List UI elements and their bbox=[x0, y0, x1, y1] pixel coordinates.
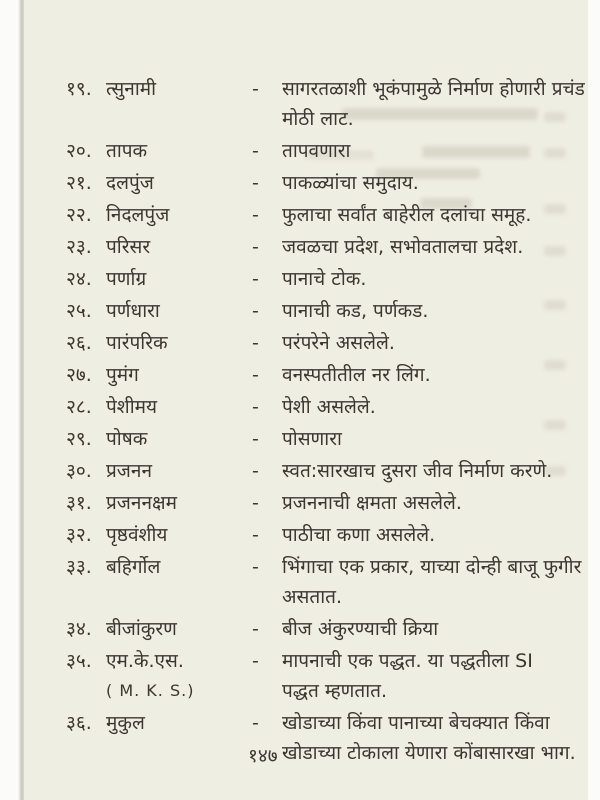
entry-term bbox=[106, 552, 248, 612]
entry-definition-line: सागरतळाशी भूकंपामुळे निर्माण होणारी प्रचंड bbox=[282, 78, 585, 100]
entry-definition bbox=[282, 200, 582, 230]
entry-term bbox=[106, 264, 248, 294]
entry-separator bbox=[248, 136, 282, 166]
entry-number-line: २४. bbox=[66, 268, 92, 290]
entry-number bbox=[66, 232, 106, 262]
glossary-entry bbox=[24, 360, 588, 390]
entry-term-line: पर्णाग्र bbox=[106, 268, 147, 290]
entry-number bbox=[66, 136, 106, 166]
entry-definition bbox=[282, 488, 582, 518]
entry-number bbox=[66, 646, 106, 706]
entry-term bbox=[106, 456, 248, 486]
entry-separator bbox=[248, 646, 282, 706]
entry-definition-line: पानाचे टोक. bbox=[282, 268, 367, 290]
entry-number-line: २१. bbox=[66, 172, 92, 194]
entry-definition bbox=[282, 328, 582, 358]
entry-term-line: निदलपुंज bbox=[106, 204, 170, 226]
entry-number-line: ३४. bbox=[66, 618, 92, 640]
entry-separator bbox=[248, 392, 282, 422]
entry-number bbox=[66, 708, 106, 768]
entry-term-line: त्सुनामी bbox=[106, 78, 157, 100]
entry-separator bbox=[248, 296, 282, 326]
entry-number-line: २३. bbox=[66, 236, 92, 258]
entry-number-line: ३३. bbox=[66, 556, 92, 578]
entry-separator-line: - bbox=[252, 618, 259, 640]
entry-definition-line: भिंगाचा एक प्रकार, याच्या दोन्ही बाजू फुगीर bbox=[282, 556, 582, 578]
entry-definition bbox=[282, 74, 585, 134]
entry-term-line: दलपुंज bbox=[106, 172, 154, 194]
entry-definition bbox=[282, 392, 582, 422]
entry-separator-line: - bbox=[252, 204, 259, 226]
entry-separator-line: - bbox=[252, 300, 259, 322]
entry-number bbox=[66, 264, 106, 294]
entry-term-line: पेशीमय bbox=[106, 396, 158, 418]
entry-number-line: ३१. bbox=[66, 492, 92, 514]
entry-term bbox=[106, 296, 248, 326]
entry-term bbox=[106, 708, 248, 768]
entry-definition-line: प्रजननाची क्षमता असलेले. bbox=[282, 492, 462, 514]
glossary-entry bbox=[24, 74, 588, 134]
entry-definition bbox=[282, 456, 582, 486]
entry-separator bbox=[248, 520, 282, 550]
entry-term-line: प्रजननक्षम bbox=[106, 492, 177, 514]
entry-number bbox=[66, 614, 106, 644]
entry-number-line: ३५. bbox=[66, 650, 92, 672]
glossary-list bbox=[24, 74, 588, 770]
entry-term-line: पुमंग bbox=[106, 364, 139, 386]
entry-definition-line: पद्धत म्हणतात. bbox=[282, 680, 388, 702]
glossary-entry bbox=[24, 296, 588, 326]
entry-number bbox=[66, 200, 106, 230]
entry-definition-line: परंपरेने असलेले. bbox=[282, 332, 395, 354]
entry-term bbox=[106, 488, 248, 518]
entry-definition bbox=[282, 264, 582, 294]
glossary-entry bbox=[24, 168, 588, 198]
entry-separator-line: - bbox=[252, 396, 259, 418]
entry-separator-line: - bbox=[252, 78, 259, 100]
entry-number-line: २२. bbox=[66, 204, 92, 226]
entry-separator bbox=[248, 424, 282, 454]
entry-separator bbox=[248, 614, 282, 644]
entry-number bbox=[66, 552, 106, 612]
entry-number-line: २७. bbox=[66, 364, 92, 386]
entry-number bbox=[66, 168, 106, 198]
entry-number bbox=[66, 296, 106, 326]
glossary-entry bbox=[24, 552, 588, 612]
entry-number bbox=[66, 520, 106, 550]
entry-term-line: ( M. K. S.) bbox=[106, 681, 195, 700]
glossary-entry bbox=[24, 392, 588, 422]
entry-term bbox=[106, 74, 248, 134]
entry-separator-line: - bbox=[252, 236, 259, 258]
entry-number-line: २०. bbox=[66, 140, 92, 162]
glossary-entry bbox=[24, 328, 588, 358]
glossary-entry bbox=[24, 614, 588, 644]
entry-definition-line: स्वत:सारखाच दुसरा जीव निर्माण करणे. bbox=[282, 460, 553, 482]
entry-number bbox=[66, 360, 106, 390]
entry-separator-line: - bbox=[252, 364, 259, 386]
entry-separator-line: - bbox=[252, 650, 259, 672]
entry-definition bbox=[282, 646, 582, 706]
entry-separator bbox=[248, 488, 282, 518]
entry-term-line: प्रजनन bbox=[106, 460, 152, 482]
entry-definition-line: फुलाचा सर्वांत बाहेरील दलांचा समूह. bbox=[282, 204, 532, 226]
entry-term-line: मुकुल bbox=[106, 712, 145, 734]
entry-term bbox=[106, 392, 248, 422]
entry-separator bbox=[248, 232, 282, 262]
glossary-entry bbox=[24, 488, 588, 518]
entry-definition-line: वनस्पतीतील नर लिंग. bbox=[282, 364, 431, 386]
entry-definition-line: खोडाच्या टोकाला येणारा कोंबासारखा भाग. bbox=[282, 742, 576, 764]
entry-term bbox=[106, 646, 248, 706]
entry-term-line: बहिर्गोल bbox=[106, 556, 161, 578]
entry-definition-line: तापवणारा bbox=[282, 140, 351, 162]
entry-definition-line: बीज अंकुरण्याची क्रिया bbox=[282, 618, 439, 640]
entry-term bbox=[106, 424, 248, 454]
entry-term bbox=[106, 136, 248, 166]
glossary-entry bbox=[24, 200, 588, 230]
entry-separator bbox=[248, 552, 282, 612]
entry-number-line: ३०. bbox=[66, 460, 92, 482]
entry-term bbox=[106, 328, 248, 358]
entry-definition bbox=[282, 520, 582, 550]
entry-separator-line: - bbox=[252, 332, 259, 354]
entry-term bbox=[106, 200, 248, 230]
entry-term-line: पारंपरिक bbox=[106, 332, 168, 354]
entry-definition bbox=[282, 232, 582, 262]
entry-number-line: २६. bbox=[66, 332, 92, 354]
entry-separator bbox=[248, 264, 282, 294]
entry-definition bbox=[282, 136, 582, 166]
page-number: १४७ bbox=[248, 745, 278, 767]
entry-separator-line: - bbox=[252, 492, 259, 514]
entry-definition-line: पोसणारा bbox=[282, 428, 342, 450]
entry-term bbox=[106, 614, 248, 644]
entry-definition bbox=[282, 296, 582, 326]
entry-separator bbox=[248, 200, 282, 230]
entry-definition bbox=[282, 552, 582, 612]
glossary-entry bbox=[24, 708, 588, 768]
entry-separator-line: - bbox=[252, 524, 259, 546]
entry-definition-line: खोडाच्या किंवा पानाच्या बेचक्यात किंवा bbox=[282, 712, 550, 734]
entry-separator-line: - bbox=[252, 268, 259, 290]
entry-separator-line: - bbox=[252, 428, 259, 450]
entry-definition bbox=[282, 614, 582, 644]
entry-number-line: ३६. bbox=[66, 712, 92, 734]
entry-number-line: २५. bbox=[66, 300, 92, 322]
glossary-entry bbox=[24, 264, 588, 294]
scan-right-margin bbox=[588, 0, 600, 800]
entry-definition-line: असतात. bbox=[282, 586, 342, 608]
entry-number bbox=[66, 392, 106, 422]
entry-term bbox=[106, 520, 248, 550]
entry-number bbox=[66, 74, 106, 134]
entry-term-line: बीजांकुरण bbox=[106, 618, 177, 640]
glossary-entry bbox=[24, 646, 588, 706]
glossary-entry bbox=[24, 232, 588, 262]
entry-separator bbox=[248, 360, 282, 390]
scanned-book-page bbox=[24, 0, 588, 800]
entry-definition-line: जवळचा प्रदेश, सभोवतालचा प्रदेश. bbox=[282, 236, 524, 258]
entry-number bbox=[66, 456, 106, 486]
entry-definition-line: पेशी असलेले. bbox=[282, 396, 376, 418]
entry-separator-line: - bbox=[252, 140, 259, 162]
entry-number-line: २८. bbox=[66, 396, 92, 418]
entry-number-line: ३२. bbox=[66, 524, 92, 546]
entry-term bbox=[106, 232, 248, 262]
entry-separator-line: - bbox=[252, 712, 259, 734]
entry-definition-line: मापनाची एक पद्धत. या पद्धतीला SI bbox=[282, 650, 533, 672]
entry-definition-line: पाकळ्यांचा समुदाय. bbox=[282, 172, 419, 194]
entry-separator-line: - bbox=[252, 556, 259, 578]
entry-number-line: २९. bbox=[66, 428, 92, 450]
glossary-entry bbox=[24, 136, 588, 166]
entry-term-line: परिसर bbox=[106, 236, 151, 258]
entry-definition-line: मोठी लाट. bbox=[282, 108, 354, 130]
entry-separator bbox=[248, 74, 282, 134]
glossary-entry bbox=[24, 520, 588, 550]
entry-term-line: तापक bbox=[106, 140, 148, 162]
entry-definition bbox=[282, 424, 582, 454]
entry-definition bbox=[282, 708, 582, 768]
entry-term-line: एम.के.एस. bbox=[106, 650, 184, 672]
entry-definition-line: पानाची कड, पर्णकड. bbox=[282, 300, 429, 322]
glossary-entry bbox=[24, 456, 588, 486]
entry-number bbox=[66, 328, 106, 358]
entry-term-line: पर्णधारा bbox=[106, 300, 160, 322]
entry-separator bbox=[248, 456, 282, 486]
entry-number-line: १९. bbox=[66, 78, 92, 100]
entry-definition-line: पाठीचा कणा असलेले. bbox=[282, 524, 436, 546]
glossary-entry bbox=[24, 424, 588, 454]
entry-term-line: पोषक bbox=[106, 428, 148, 450]
entry-separator bbox=[248, 168, 282, 198]
entry-separator bbox=[248, 328, 282, 358]
entry-definition bbox=[282, 168, 582, 198]
entry-separator-line: - bbox=[252, 172, 259, 194]
entry-number bbox=[66, 488, 106, 518]
entry-definition bbox=[282, 360, 582, 390]
entry-term bbox=[106, 168, 248, 198]
entry-term bbox=[106, 360, 248, 390]
entry-number bbox=[66, 424, 106, 454]
entry-separator-line: - bbox=[252, 460, 259, 482]
entry-term-line: पृष्ठवंशीय bbox=[106, 524, 168, 546]
